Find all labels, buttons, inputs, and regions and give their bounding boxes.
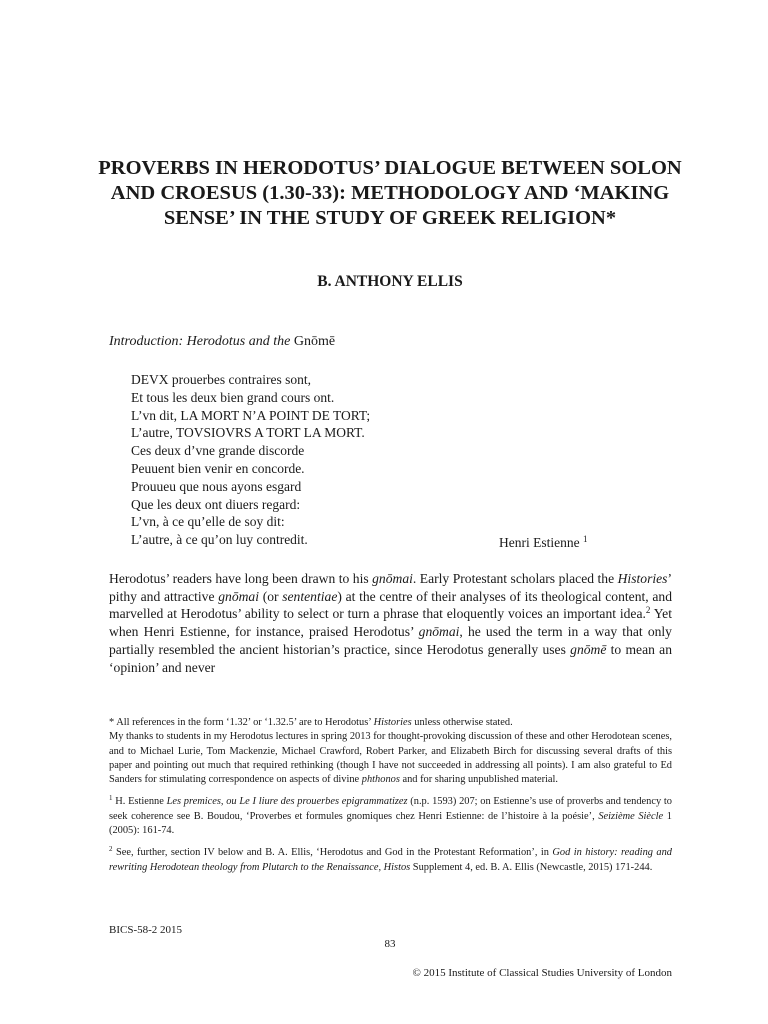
body-text-segment: ’ pithy and attractive <box>109 571 672 604</box>
poem-line: Et tous les deux bien grand cours ont. <box>131 389 335 405</box>
footnote-2 <box>109 846 672 875</box>
poem-line: L’autre, à ce qu’on luy contredit. <box>131 532 308 548</box>
body-text-segment: . Early Protestant scholars placed the <box>412 571 618 586</box>
body-paragraph <box>109 570 672 676</box>
term-sententiae: sententiae <box>282 588 338 604</box>
body-text-segment: to mean an ‘opinion’ and never <box>109 641 672 675</box>
body-text-segment: , he used the term in a way that only partially resembled the ancient historian’s practice, since Herodotus generally uses <box>109 624 672 657</box>
term-gnomai: gnōmai <box>218 588 259 604</box>
cited-title: Les premices, ou Le I liure des prouerbes epigrammatizez <box>166 796 408 808</box>
body-text-segment: ) at the centre of their analyses of its theological content, and marvelled at Herodotus’ ability to select or turn a phrase that eloquently voices an important idea. <box>109 588 672 622</box>
cited-book: God in history: reading and rewriting Herodotean theology from Plutarch to the Renaissance, Histos <box>109 847 672 873</box>
poem-line: Ces deux d’vne grande discorde <box>131 443 305 459</box>
epigraph-poem <box>131 371 611 549</box>
footnote-ref-1[interactable]: 1 <box>582 534 588 544</box>
author-name: B. ANTHONY ELLIS <box>317 273 463 290</box>
section-heading <box>109 334 335 350</box>
poem-line: L’vn dit, LA MORT N’A POINT DE TORT; <box>131 407 371 423</box>
footnote-number: 2 <box>109 845 113 854</box>
footnote-text: Supplement 4, ed. B. A. Ellis (Newcastle, 2015) 171-244. <box>410 861 653 873</box>
term-phthonos: phthonos <box>361 774 400 786</box>
term-gnomai: gnōmai <box>372 571 413 586</box>
poem-line: L’vn, à ce qu’elle de soy dit: <box>131 514 285 530</box>
copyright-notice: © 2015 Institute of Classical Studies University of London <box>412 967 672 979</box>
footnote-text: * All references in the form ‘1.32’ or ‘1.32.5’ are to Herodotus’ <box>109 717 374 728</box>
footnote-ref-2[interactable]: 2 <box>645 605 651 616</box>
epigraph-attribution <box>499 535 587 551</box>
footnote-text: unless otherwise stated. <box>411 717 513 728</box>
footnote-text: H. Estienne <box>112 796 167 808</box>
attribution-name: Henri Estienne <box>499 535 580 550</box>
section-heading-term: Gnōmē <box>293 334 336 349</box>
article-title: PROVERBS IN HERODOTUS’ DIALOGUE BETWEEN SOLON AND CROESUS (1.30-33): METHODOLOGY AND ‘MAKING SENSE’ IN THE STUDY OF GREEK RELIGION* <box>98 157 682 229</box>
cited-journal: Seizième Siècle <box>598 810 664 822</box>
journal-reference: BICS-58-2 2015 <box>109 924 183 936</box>
section-heading-italic: Introduction: Herodotus and the <box>109 334 291 349</box>
footnote-text: My thanks to students in my Herodotus lectures in spring 2013 for thought-provoking discussion of these and other Herodotean scenes, and to Michael Lurie, Tom Mackenzie, Michael Crawford, Robert Parker, and Elizabeth Birch for discussing several drafts of this paper and pointing out much that required rethinking (though I have not succeeded in addressing all points). I am also grateful to Ed Sanders for stimulating correspondence on aspects of divine <box>109 731 672 786</box>
term-gnome: gnōmē <box>570 641 607 657</box>
title-histories: Histories <box>373 717 412 728</box>
poem-line: L’autre, TOVSIOVRS A TORT LA MORT. <box>131 425 365 441</box>
poem-line: Prouueu que nous ayons esgard <box>131 478 302 494</box>
poem-line: Peuuent bien venir en concorde. <box>131 460 305 476</box>
poem-line: Que les deux ont diuers regard: <box>131 496 301 512</box>
body-text-segment: Herodotus’ readers have long been drawn to his <box>109 571 373 586</box>
footnote-text: See, further, section IV below and B. A. Ellis, ‘Herodotus and God in the Protestant Reformation’, in <box>112 847 553 859</box>
footnote-star <box>109 716 672 787</box>
footnotes <box>109 716 672 875</box>
body-text-segment: (or <box>259 588 283 604</box>
term-gnomai: gnōmai <box>418 624 460 640</box>
footnote-text: 1 (2005): 161-74. <box>109 810 673 837</box>
footnote-text: and for sharing unpublished material. <box>399 774 559 786</box>
title-histories: Histories <box>617 571 668 586</box>
footnote-1 <box>109 795 672 838</box>
body-text-segment: Yet when Henri Estienne, for instance, praised Herodotus’ <box>109 606 672 640</box>
footnote-number: 1 <box>109 794 113 803</box>
footnote-text: (n.p. 1593) 207; on Estienne’s use of proverbs and tendency to seek coherence see B. Boudou, ‘Proverbes et formules gnomiques chez Henri Estienne: de l’histoire à la poésie’, <box>109 796 672 822</box>
page-number: 83 <box>384 938 396 950</box>
poem-line: DEVX prouerbes contraires sont, <box>131 372 311 387</box>
